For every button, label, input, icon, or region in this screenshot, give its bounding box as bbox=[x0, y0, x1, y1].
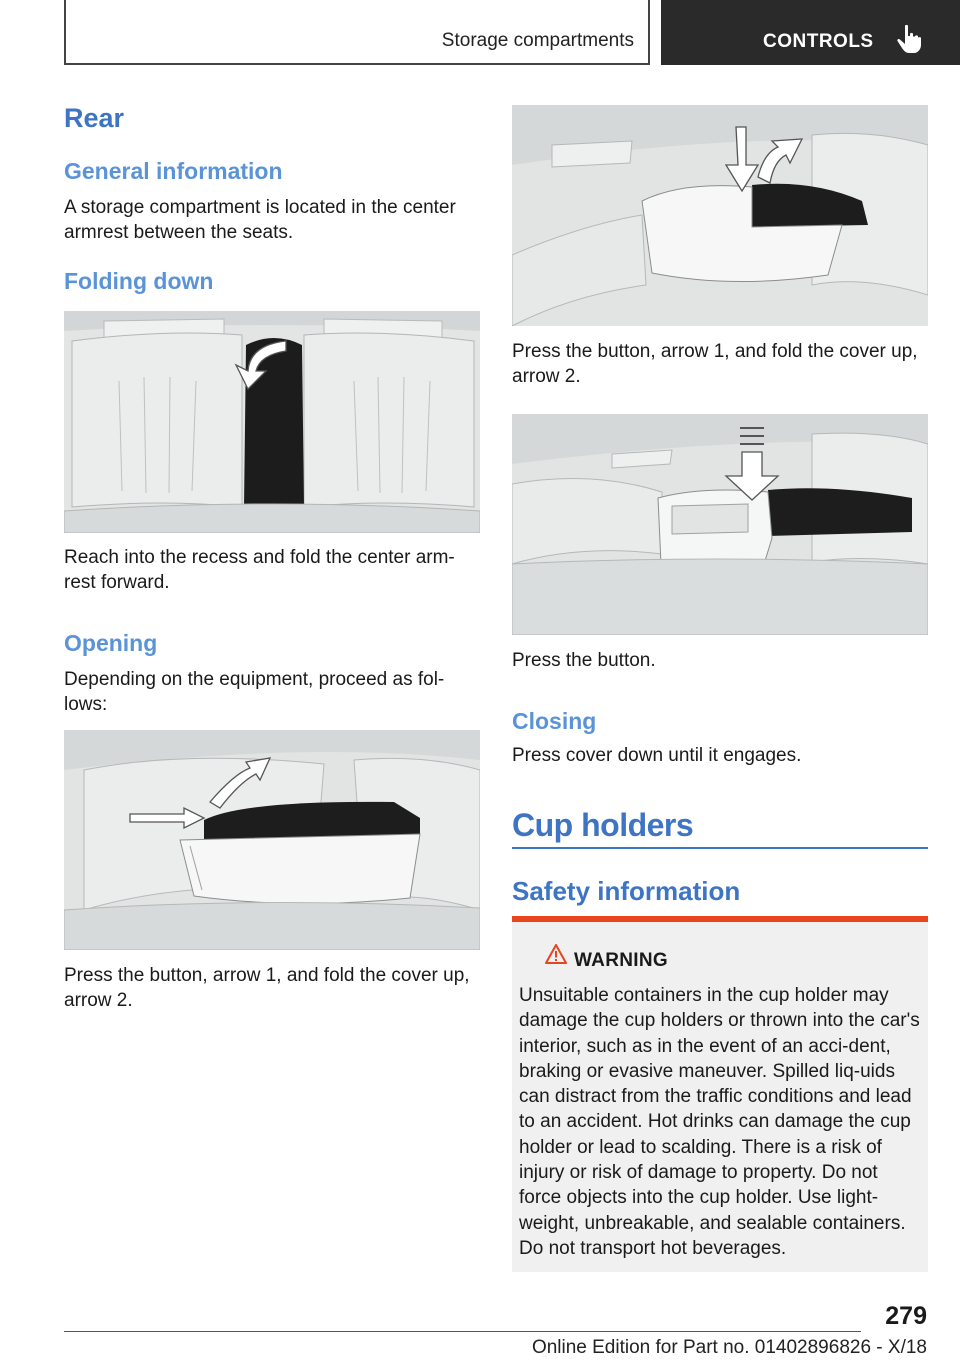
header-section-box bbox=[64, 0, 650, 65]
warning-box bbox=[512, 916, 928, 1272]
page-number: 279 bbox=[885, 1302, 927, 1330]
heading-cup-holders: Cup holders bbox=[512, 807, 694, 843]
header-chapter-title: CONTROLS bbox=[763, 31, 874, 52]
hand-pointer-icon bbox=[896, 24, 922, 54]
folding-down-caption: Reach into the recess and fold the center arm-rest forward. bbox=[64, 547, 455, 593]
closing-text: Press cover down until it engages. bbox=[512, 745, 802, 766]
heading-rule bbox=[512, 847, 928, 849]
heading-rear: Rear bbox=[64, 103, 125, 133]
warning-text: Unsuitable containers in the cup holder may damage the cup holders or thrown into the car's interior, such as in the event of an acci-dent, braking or evasive maneuver. Spilled liq-uids can distract from the traffic conditions and lead to an accident. Hot drinks can damage the cup holder or lead to scalding. There is a risk of injury or risk of damage to property. Do not force objects into the cup holder. Use light-weight, unbreakable, and sealable containers. Do not transport hot beverages. bbox=[519, 985, 920, 1259]
header-section-title: Storage compartments bbox=[441, 30, 634, 51]
opening-text: Depending on the equipment, proceed as fol-lows: bbox=[64, 669, 445, 715]
figure-rear-seats-armrest bbox=[64, 311, 480, 533]
warning-triangle-icon bbox=[545, 944, 567, 964]
figure-armrest-cover-up bbox=[512, 105, 928, 326]
press-button-caption: Press the button. bbox=[512, 650, 656, 671]
warning-title: WARNING bbox=[574, 950, 668, 971]
heading-closing: Closing bbox=[512, 708, 597, 734]
heading-general-information: General information bbox=[64, 158, 283, 184]
footer-rule bbox=[64, 1331, 861, 1332]
figure-armrest-opening bbox=[64, 730, 480, 950]
heading-folding-down: Folding down bbox=[64, 268, 214, 294]
footer-edition: Online Edition for Part no. 01402896826 - X/18 bbox=[531, 1337, 927, 1358]
opening-caption: Press the button, arrow 1, and fold the cover up, arrow 2. bbox=[64, 965, 470, 1011]
general-information-text: A storage compartment is located in the center armrest between the seats. bbox=[64, 197, 456, 243]
heading-safety-information: Safety information bbox=[512, 876, 741, 906]
cover-up-caption: Press the button, arrow 1, and fold the cover up, arrow 2. bbox=[512, 341, 918, 387]
heading-opening: Opening bbox=[64, 630, 158, 656]
header-chapter-box bbox=[661, 0, 960, 65]
figure-press-button bbox=[512, 414, 928, 635]
